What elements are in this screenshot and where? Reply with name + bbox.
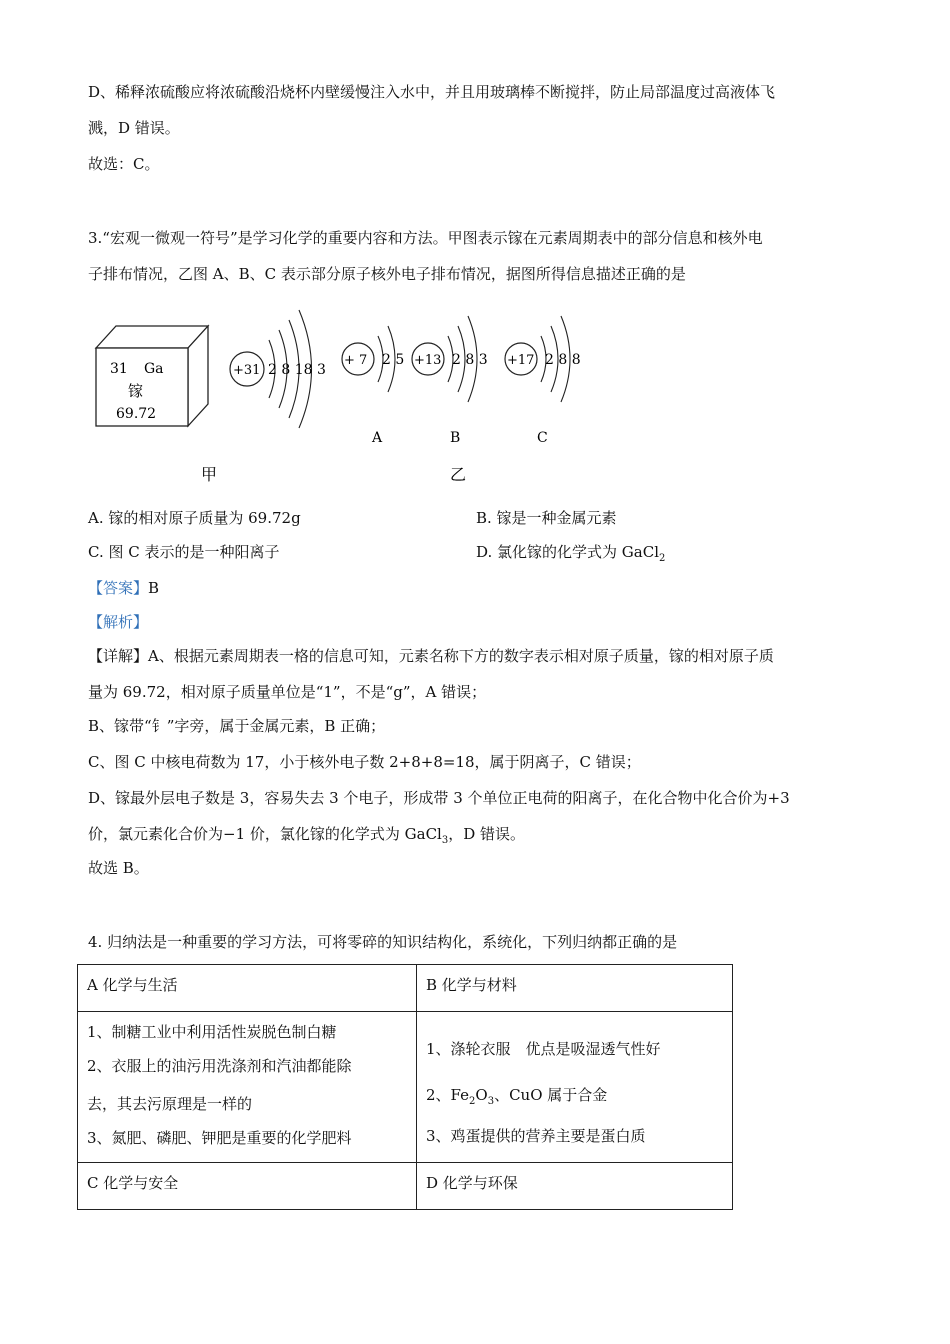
atom-a-diagram (342, 326, 404, 446)
q4-b-item-2-sub2: 3 (487, 1096, 495, 1107)
q3-option-d[interactable] (476, 542, 665, 569)
atom-a-nucleus: + 7 (344, 353, 368, 368)
q3-detail-line2: 量为 69.72，相对原子质量单位是“1”，不是“g”，A 错误； (88, 683, 487, 701)
atom-c-shells: 2 8 8 (545, 352, 581, 368)
q4-a-item: 2、衣服上的油污用洗涤剂和汽油都能除 (87, 1057, 352, 1075)
q3-option-d-subscript: 2 (659, 553, 666, 564)
atom-b-diagram (412, 316, 488, 446)
q3-choice: 故选 B。 (88, 859, 149, 877)
atom-structure-diagram (88, 296, 608, 496)
caption-yi: 乙 (450, 465, 467, 484)
q4-cell-a-body (78, 1012, 417, 1163)
q3-option-c[interactable]: C. 图 C 表示的是一种阳离子 (88, 543, 280, 561)
caption-jia: 甲 (201, 465, 218, 484)
q3-detail-line5: D、镓最外层电子数是 3，容易失去 3 个电子，形成带 3 个单位正电荷的阳离子，在化合物中化合价为+3 (88, 789, 790, 807)
atom-a-label: A (372, 430, 383, 446)
q4-b-item-2 (426, 1085, 723, 1112)
q4-b-item-3: 3、鸡蛋提供的营养主要是蛋白质 (426, 1127, 646, 1145)
q4-table (77, 964, 733, 1210)
q3-detail-line1: 【详解】A、根据元素周期表一格的信息可知，元素名称下方的数字表示相对原子质量，镓的相对原子质 (88, 647, 774, 665)
atom-a-shells: 2 5 (382, 352, 405, 368)
q4-a-item: 3、氮肥、磷肥、钾肥是重要的化学肥料 (87, 1129, 352, 1147)
answer-tag: 【答案】 (88, 579, 149, 597)
q4-b-item-2-o: O (475, 1086, 488, 1104)
q3-stem-line1: 3.“宏观一微观一符号”是学习化学的重要内容和方法。甲图表示镓在元素周期表中的部分信息和核外电 (88, 229, 763, 247)
prev-explanation-line1: D、稀释浓硫酸应将浓硫酸沿烧杯内壁缓慢注入水中，并且用玻璃棒不断搅拌，防止局部温度过高液体飞 (88, 83, 776, 101)
prev-explanation-line2: 溅，D 错误。 (88, 119, 180, 137)
q3-answer (88, 578, 159, 598)
element-mass: 69.72 (116, 406, 157, 422)
element-name: 镓 (128, 382, 144, 400)
q4-cell-a-head: A 化学与生活 (78, 965, 417, 1012)
q3-detail-line3: B、镓带“钅”字旁，属于金属元素，B 正确； (88, 717, 386, 735)
q3-detail-line4: C、图 C 中核电荷数为 17，小于核外电子数 2+8+8=18，属于阴离子，C 错误； (88, 753, 641, 771)
q4-stem: 4. 归纳法是一种重要的学习方法，可将零碎的知识结构化，系统化，下列归纳都正确的是 (88, 933, 678, 951)
q3-stem-line2: 子排布情况，乙图 A、B、C 表示部分原子核外电子排布情况，据图所得信息描述正确的是 (88, 265, 686, 283)
atom-b-shells: 2 8 3 (452, 352, 488, 368)
atom-c-label: C (537, 430, 548, 446)
atom-b-nucleus: +13 (414, 353, 442, 368)
q4-b-item-1: 1、涤轮衣服 优点是吸湿透气性好 (426, 1040, 661, 1058)
q4-b-item-2-sub1: 2 (469, 1096, 476, 1107)
q4-b-item-2-fe: 2、Fe (426, 1086, 470, 1104)
q4-cell-b-body (417, 1012, 733, 1163)
ga-atom-diagram (230, 310, 326, 428)
element-cell (96, 326, 208, 426)
ga-electron-shells: 2 8 18 3 (268, 362, 326, 378)
q4-cell-d-head: D 化学与环保 (417, 1163, 733, 1210)
q3-detail-line6-suffix: ，D 错误。 (448, 825, 526, 843)
q3-option-d-text: D. 氯化镓的化学式为 GaCl (476, 543, 659, 561)
q3-detail-line6 (88, 824, 525, 851)
atom-b-label: B (450, 430, 461, 446)
q4-a-item: 去，其去污原理是一样的 (87, 1095, 253, 1113)
ga-nucleus-charge: +31 (233, 363, 261, 378)
q3-option-b[interactable]: B. 镓是一种金属元素 (476, 509, 617, 527)
q3-detail-line6-text: 价，氯元素化合价为−1 价，氯化镓的化学式为 GaCl (88, 825, 442, 843)
q4-cell-b-head: B 化学与材料 (417, 965, 733, 1012)
q4-a-item: 1、制糖工业中利用活性炭脱色制白糖 (87, 1023, 337, 1041)
prev-choice: 故选：C。 (88, 155, 160, 173)
atom-c-diagram (505, 316, 581, 446)
q4-cell-c-head: C 化学与安全 (78, 1163, 417, 1210)
analysis-tag: 【解析】 (88, 613, 149, 631)
element-number: 31 (110, 361, 128, 377)
q4-b-item-2-rest: 、CuO 属于合金 (494, 1086, 608, 1104)
q3-detail-line6-subscript: 3 (441, 835, 449, 846)
element-symbol: Ga (144, 361, 164, 377)
answer-value: B (148, 579, 160, 597)
atom-c-nucleus: +17 (507, 353, 535, 368)
q3-option-a[interactable]: A. 镓的相对原子质量为 69.72g (88, 509, 301, 527)
q3-figure (88, 296, 608, 496)
